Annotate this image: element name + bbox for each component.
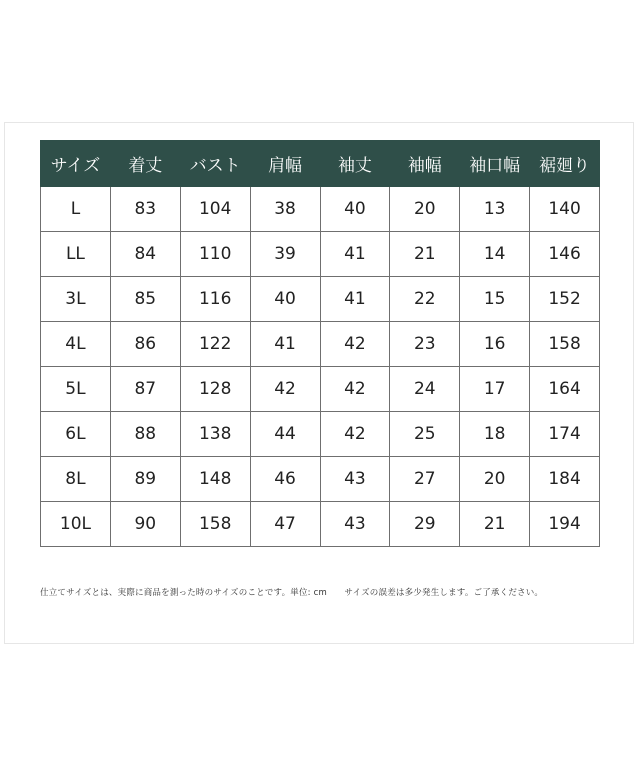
measurement-cell: 158 (180, 502, 250, 547)
size-label-cell: 4L (41, 322, 111, 367)
table-row (41, 232, 600, 277)
size-label-cell: 6L (41, 412, 111, 457)
column-header: 袖幅 (390, 141, 460, 187)
measurement-cell: 110 (180, 232, 250, 277)
measurement-cell: 14 (460, 232, 530, 277)
measurement-cell: 87 (110, 367, 180, 412)
table-row (41, 502, 600, 547)
size-label-cell: 3L (41, 277, 111, 322)
table-row (41, 277, 600, 322)
measurement-cell: 41 (320, 277, 390, 322)
size-label-cell: 10L (41, 502, 111, 547)
measurement-cell: 158 (530, 322, 600, 367)
column-header: 袖口幅 (460, 141, 530, 187)
measurement-cell: 85 (110, 277, 180, 322)
measurement-cell: 38 (250, 187, 320, 232)
measurement-cell: 42 (250, 367, 320, 412)
measurement-cell: 24 (390, 367, 460, 412)
measurement-cell: 17 (460, 367, 530, 412)
size-label-cell: 5L (41, 367, 111, 412)
measurement-cell: 23 (390, 322, 460, 367)
column-header: 袖丈 (320, 141, 390, 187)
table-row (41, 322, 600, 367)
measurement-cell: 86 (110, 322, 180, 367)
measurement-cell: 46 (250, 457, 320, 502)
measurement-cell: 43 (320, 457, 390, 502)
measurement-cell: 42 (320, 412, 390, 457)
measurement-cell: 20 (390, 187, 460, 232)
column-header: バスト (180, 141, 250, 187)
measurement-cell: 83 (110, 187, 180, 232)
measurement-cell: 84 (110, 232, 180, 277)
measurement-cell: 27 (390, 457, 460, 502)
measurement-cell: 40 (320, 187, 390, 232)
measurement-cell: 116 (180, 277, 250, 322)
column-header: 裾廻り (530, 141, 600, 187)
measurement-cell: 41 (250, 322, 320, 367)
measurement-cell: 174 (530, 412, 600, 457)
measurement-cell: 29 (390, 502, 460, 547)
measurement-cell: 194 (530, 502, 600, 547)
table-row (41, 367, 600, 412)
measurement-cell: 148 (180, 457, 250, 502)
table-row (41, 457, 600, 502)
table-body (41, 187, 600, 547)
column-header: サイズ (41, 141, 111, 187)
measurement-cell: 21 (460, 502, 530, 547)
measurement-cell: 18 (460, 412, 530, 457)
measurement-cell: 13 (460, 187, 530, 232)
measurement-cell: 104 (180, 187, 250, 232)
measurement-cell: 128 (180, 367, 250, 412)
measurement-cell: 89 (110, 457, 180, 502)
measurement-cell: 43 (320, 502, 390, 547)
column-header: 肩幅 (250, 141, 320, 187)
measurement-cell: 146 (530, 232, 600, 277)
measurement-cell: 90 (110, 502, 180, 547)
measurement-cell: 88 (110, 412, 180, 457)
measurement-cell: 164 (530, 367, 600, 412)
measurement-cell: 22 (390, 277, 460, 322)
column-header: 着丈 (110, 141, 180, 187)
size-label-cell: L (41, 187, 111, 232)
size-note: 仕立てサイズとは、実際に商品を測った時のサイズのことです。単位: cm サイズの誤差は多少発生します。ご了承ください。 (40, 588, 544, 598)
measurement-cell: 15 (460, 277, 530, 322)
measurement-cell: 25 (390, 412, 460, 457)
measurement-cell: 138 (180, 412, 250, 457)
measurement-cell: 20 (460, 457, 530, 502)
measurement-cell: 21 (390, 232, 460, 277)
measurement-cell: 42 (320, 367, 390, 412)
size-label-cell: 8L (41, 457, 111, 502)
measurement-cell: 42 (320, 322, 390, 367)
table-header-row (41, 141, 600, 187)
size-label-cell: LL (41, 232, 111, 277)
measurement-cell: 40 (250, 277, 320, 322)
measurement-cell: 16 (460, 322, 530, 367)
measurement-cell: 47 (250, 502, 320, 547)
measurement-cell: 44 (250, 412, 320, 457)
measurement-cell: 152 (530, 277, 600, 322)
table-row (41, 187, 600, 232)
measurement-cell: 41 (320, 232, 390, 277)
size-chart-table (40, 140, 600, 547)
measurement-cell: 184 (530, 457, 600, 502)
measurement-cell: 39 (250, 232, 320, 277)
measurement-cell: 122 (180, 322, 250, 367)
table-row (41, 412, 600, 457)
measurement-cell: 140 (530, 187, 600, 232)
